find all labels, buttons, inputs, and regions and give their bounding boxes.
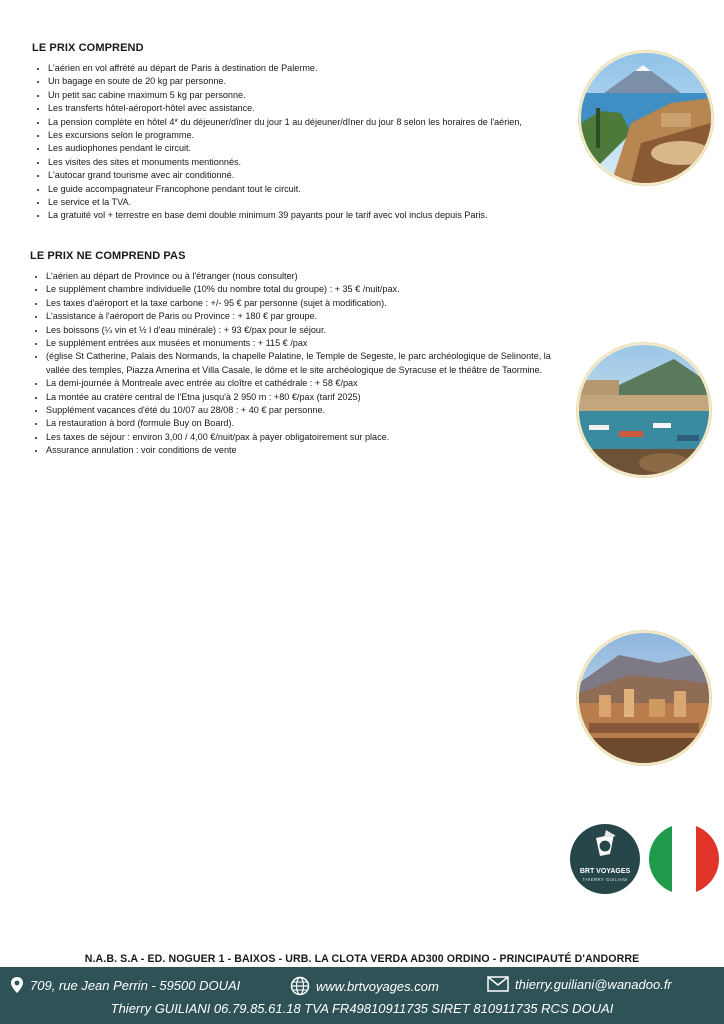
photo-harbour [577, 343, 711, 477]
list-item: • Le guide accompagnateur Francophone pendant tout le circuit. [48, 183, 547, 196]
list-item: • La gratuité vol + terrestre en base demi double minimum 39 payants pour le tarif avec vol inclus depuis Paris. [48, 209, 547, 222]
footer-address [10, 976, 240, 994]
list-item: • (église St Catherine, Palais des Normands, la chapelle Palatine, le Temple de Segeste, le parc archéologique de Selinonte, la vallée des temples, Piazza Amerina et Villa Casale, le dôme et le site archéologique de Syracuse et le théâtre de Taormine. [46, 350, 570, 377]
included-title: LE PRIX COMPREND [32, 42, 144, 54]
list-item: • Les visites des sites et monuments mentionnés. [48, 156, 547, 169]
list-item: • L'autocar grand tourisme avec air conditionné. [48, 169, 547, 182]
list-item: • Les excursions selon le programme. [48, 129, 547, 142]
logo-name: BRT VOYAGES [579, 868, 631, 875]
included-section [32, 42, 547, 223]
footer-website[interactable] [290, 976, 439, 996]
photo-hill-town [577, 631, 711, 765]
logo-subtitle: THIERRY GUILIANI [582, 877, 628, 882]
list-item: • La montée au cratère central de l'Etna jusqu'à 2 950 m : +80 €/pax (tarif 2025) [46, 391, 570, 404]
footer-company-line: Thierry GUILIANI 06.79.85.61.18 TVA FR49810911735 SIRET 810911735 RCS DOUAI [110, 1001, 614, 1016]
list-item: • Supplément vacances d'été du 10/07 au 28/08 : + 40 € par personne. [46, 404, 570, 417]
website-link[interactable]: www.brtvoyages.com [316, 978, 439, 994]
footer [0, 967, 724, 1024]
list-item: • Les taxes de séjour : environ 3,00 / 4,00 €/nuit/pax à payer obligatoirement sur place. [46, 431, 570, 444]
address-text: 709, rue Jean Perrin - 59500 DOUAI [30, 977, 241, 993]
brt-voyages-logo [570, 824, 640, 894]
plane-icon [570, 824, 640, 868]
globe-icon [290, 976, 310, 996]
list-item: • Le service et la TVA. [48, 196, 547, 209]
footer-email[interactable] [487, 976, 672, 992]
mail-icon [487, 976, 509, 992]
photo-taormina-theatre [579, 51, 713, 185]
list-item: • L'assistance à l'aéroport de Paris ou Province : + 180 € par groupe. [46, 310, 570, 323]
list-item: • La pension complète en hôtel 4* du déjeuner/dîner du jour 1 au déjeuner/dîner du jour 8 selon les horaires de l'aérien, [48, 116, 547, 129]
excluded-list [30, 270, 570, 458]
included-list [32, 62, 547, 223]
list-item: • L'aérien au départ de Province ou à l'étranger (nous consulter) [46, 270, 570, 283]
list-item: • Les transferts hôtel-aéroport-hôtel avec assistance. [48, 102, 547, 115]
list-item: • L'aérien en vol affrété au départ de Paris à destination de Palerme. [48, 62, 547, 75]
list-item: • Un bagage en soute de 20 kg par personne. [48, 75, 547, 88]
list-item: • Un petit sac cabine maximum 5 kg par personne. [48, 89, 547, 102]
excluded-title: LE PRIX NE COMPREND PAS [30, 250, 186, 262]
legal-address: N.A.B. S.A - ED. NOGUER 1 - BAIXOS - URB. LA CLOTA VERDA AD300 ORDINO - PRINCIPAUTÉ D'ANDORRE [84, 953, 640, 965]
list-item: • Le supplément chambre individuelle (10% du nombre total du groupe) : + 35 € /nuit/pax. [46, 283, 570, 296]
email-link[interactable]: thierry.guiliani@wanadoo.fr [515, 976, 672, 992]
list-item: • Assurance annulation : voir conditions de vente [46, 444, 570, 457]
excluded-section [30, 250, 570, 458]
list-item: • Le supplément entrées aux musées et monuments : + 115 € /pax [46, 337, 570, 350]
list-item: • La demi-journée à Montreale avec entrée au cloître et cathédrale : + 58 €/pax [46, 377, 570, 390]
list-item: • Les taxes d'aéroport et la taxe carbone : +/- 95 € par personne (sujet à modification). [46, 297, 570, 310]
location-pin-icon [10, 976, 24, 994]
list-item: • Les boissons (¼ vin et ½ l d'eau minérale) : + 93 €/pax pour le séjour. [46, 324, 570, 337]
italy-flag [649, 824, 719, 894]
list-item: • Les audiophones pendant le circuit. [48, 142, 547, 155]
list-item: • La restauration à bord (formule Buy on Board). [46, 417, 570, 430]
